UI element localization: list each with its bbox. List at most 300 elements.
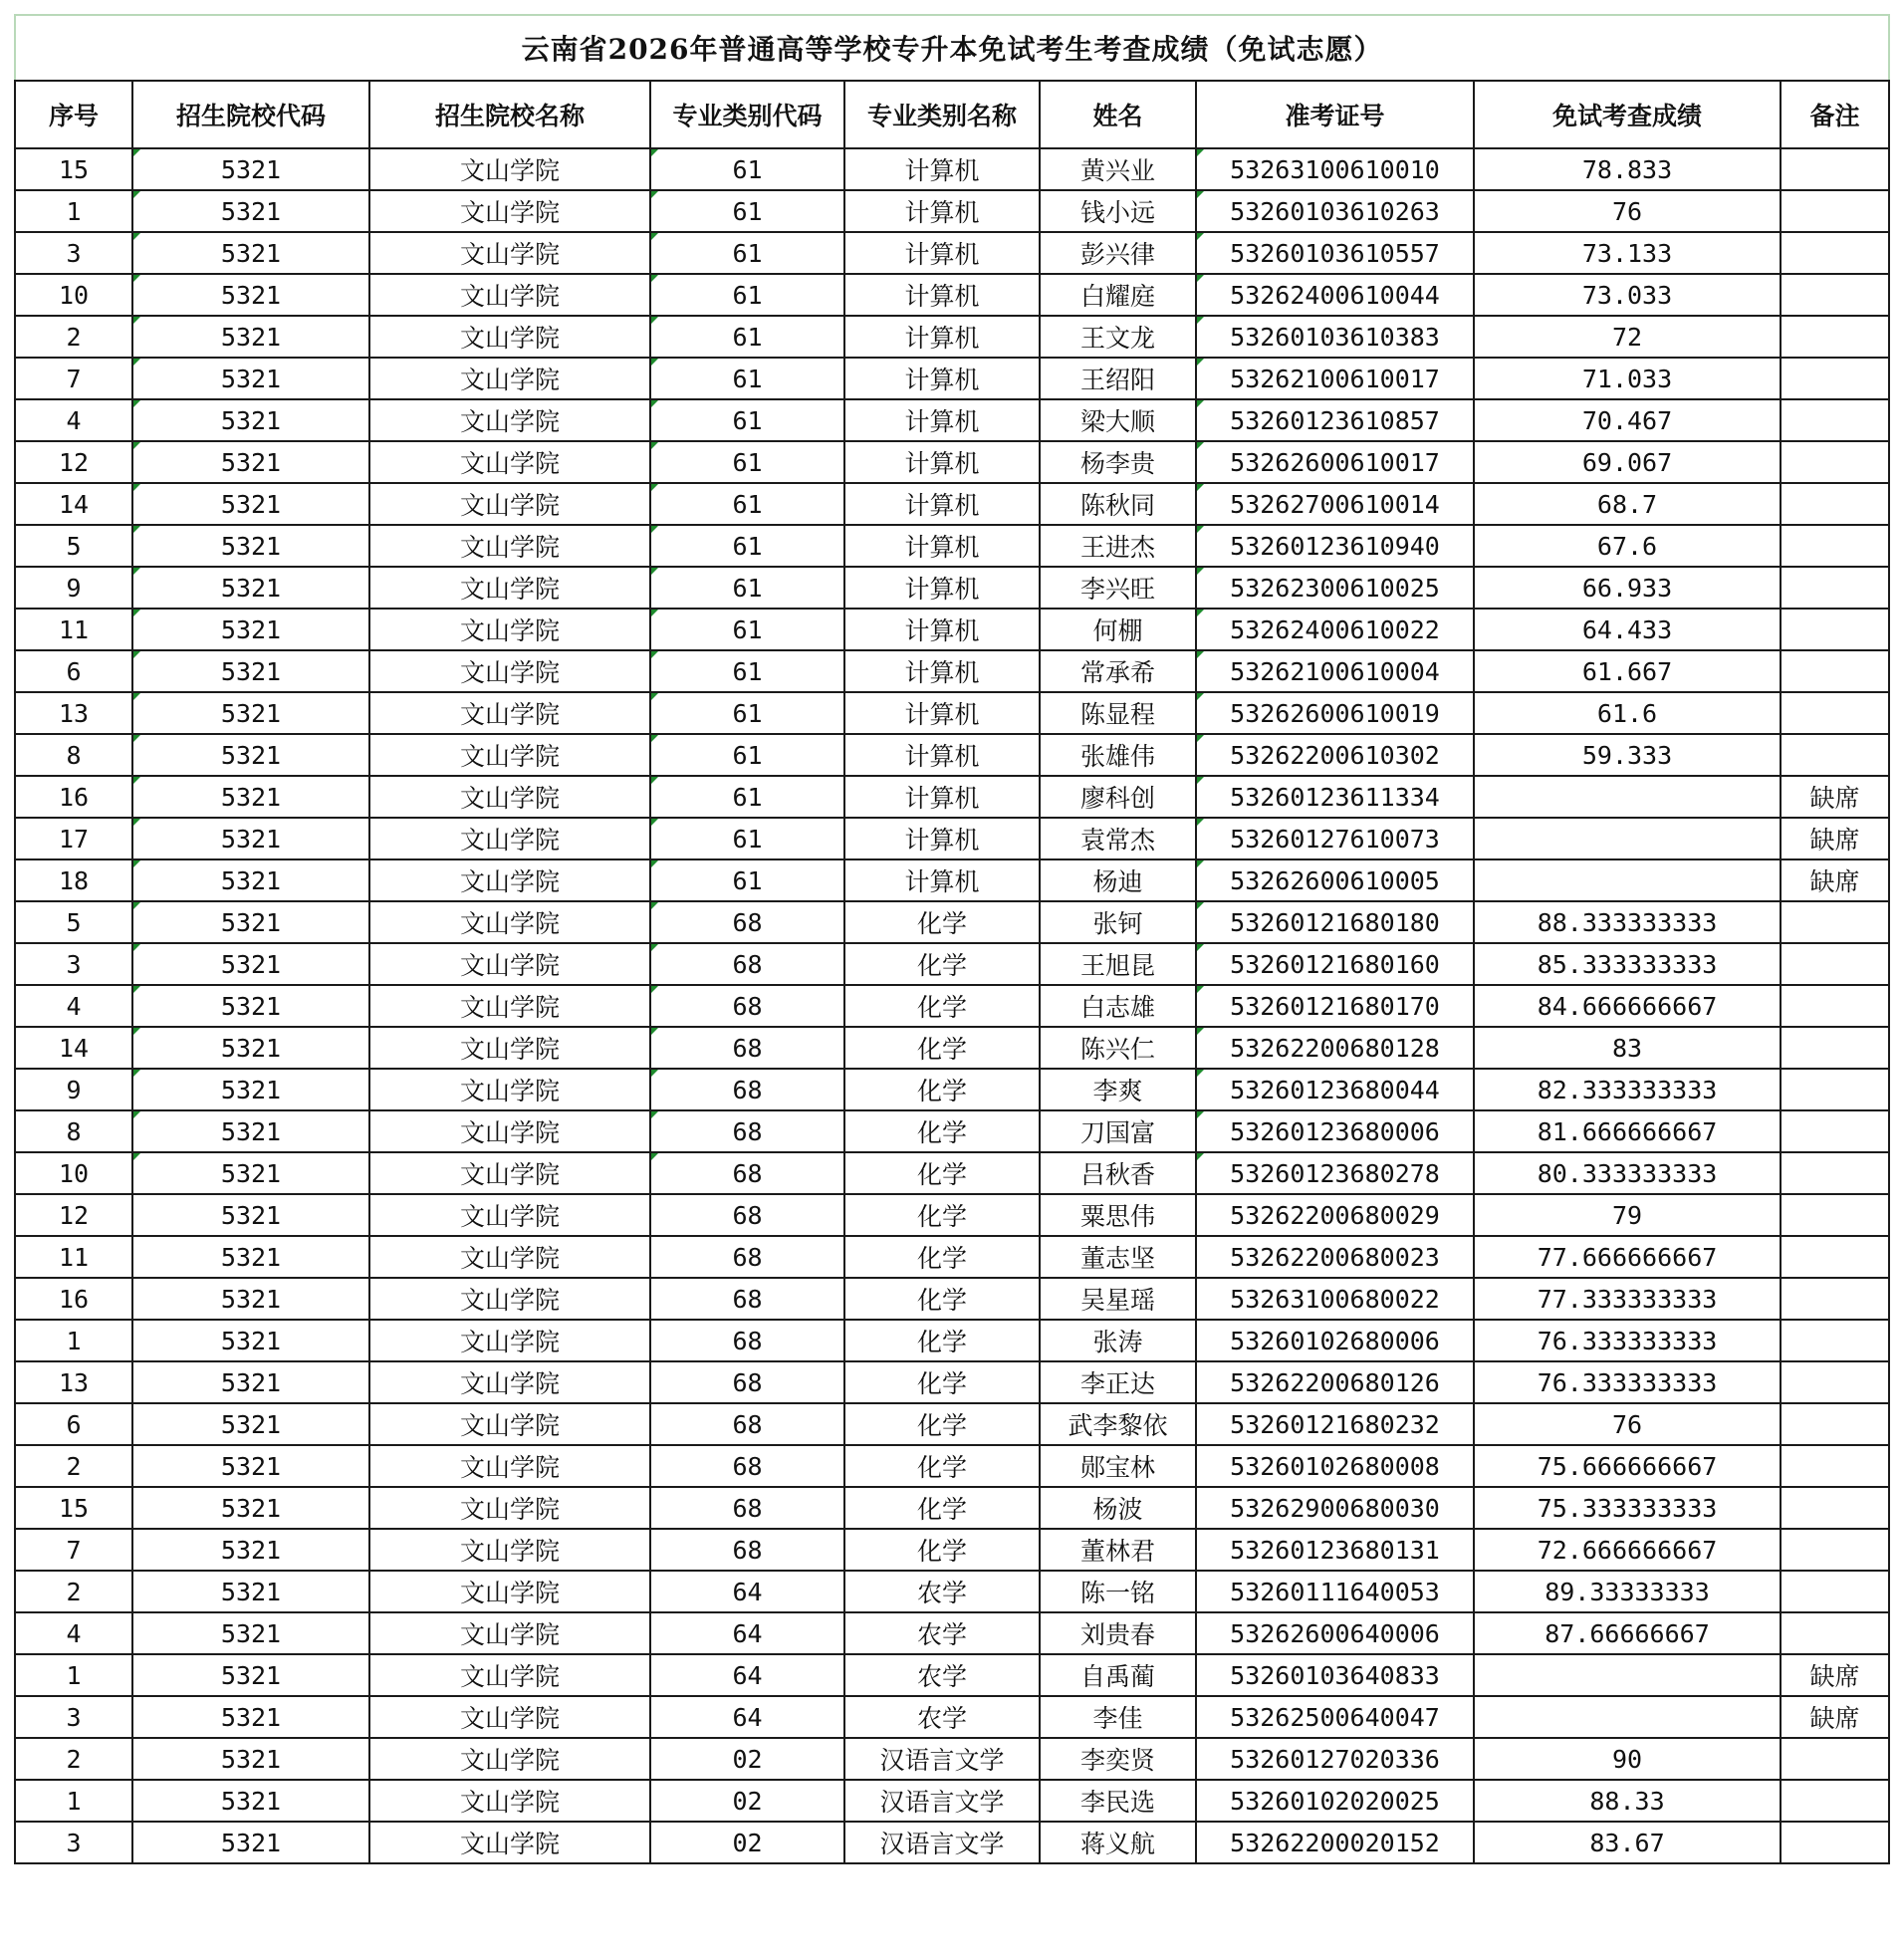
exam-id-cell[interactable]: 53262200680128 [1196,1027,1474,1069]
school-code-cell[interactable]: 5321 [132,1822,369,1863]
major-name-cell[interactable]: 化学 [844,1027,1040,1069]
school-name-cell[interactable]: 文山学院 [369,692,650,734]
serial-cell[interactable]: 17 [15,818,132,859]
score-cell[interactable]: 82.333333333 [1474,1069,1781,1110]
major-name-cell[interactable]: 计算机 [844,734,1040,776]
school-name-cell[interactable]: 文山学院 [369,567,650,609]
remark-cell[interactable] [1781,1780,1889,1822]
score-cell[interactable] [1474,1696,1781,1738]
score-cell[interactable]: 76 [1474,1403,1781,1445]
major-code-cell[interactable]: 64 [650,1571,844,1612]
school-name-cell[interactable]: 文山学院 [369,1487,650,1529]
school-code-cell[interactable]: 5321 [132,1152,369,1194]
major-name-cell[interactable]: 计算机 [844,232,1040,274]
score-cell[interactable]: 81.666666667 [1474,1110,1781,1152]
score-cell[interactable]: 84.666666667 [1474,985,1781,1027]
school-name-cell[interactable]: 文山学院 [369,859,650,901]
major-name-cell[interactable]: 农学 [844,1696,1040,1738]
student-name-cell[interactable]: 杨李贵 [1040,441,1196,483]
major-code-cell[interactable]: 68 [650,1529,844,1571]
serial-cell[interactable]: 9 [15,567,132,609]
exam-id-cell[interactable]: 53262700610014 [1196,483,1474,525]
major-code-cell[interactable]: 68 [650,901,844,943]
school-code-cell[interactable]: 5321 [132,943,369,985]
school-code-cell[interactable]: 5321 [132,567,369,609]
major-name-cell[interactable]: 农学 [844,1654,1040,1696]
school-name-cell[interactable]: 文山学院 [369,901,650,943]
serial-cell[interactable]: 10 [15,274,132,316]
remark-cell[interactable] [1781,1403,1889,1445]
score-cell[interactable]: 83.67 [1474,1822,1781,1863]
score-cell[interactable]: 88.33 [1474,1780,1781,1822]
student-name-cell[interactable]: 黄兴业 [1040,148,1196,190]
exam-id-cell[interactable]: 53260102680006 [1196,1320,1474,1361]
score-cell[interactable]: 72.666666667 [1474,1529,1781,1571]
school-code-cell[interactable]: 5321 [132,1278,369,1320]
major-name-cell[interactable]: 化学 [844,1487,1040,1529]
score-cell[interactable]: 89.33333333 [1474,1571,1781,1612]
exam-id-cell[interactable]: 53260121680160 [1196,943,1474,985]
header-student-name[interactable]: 姓名 [1040,81,1196,148]
serial-cell[interactable]: 1 [15,1654,132,1696]
major-code-cell[interactable]: 68 [650,985,844,1027]
serial-cell[interactable]: 4 [15,1612,132,1654]
remark-cell[interactable] [1781,567,1889,609]
exam-id-cell[interactable]: 53262200020152 [1196,1822,1474,1863]
school-code-cell[interactable]: 5321 [132,1487,369,1529]
exam-id-cell[interactable]: 53260102020025 [1196,1780,1474,1822]
remark-cell[interactable]: 缺席 [1781,1654,1889,1696]
score-cell[interactable]: 76 [1474,190,1781,232]
school-name-cell[interactable]: 文山学院 [369,1403,650,1445]
major-code-cell[interactable]: 61 [650,441,844,483]
serial-cell[interactable]: 2 [15,316,132,358]
student-name-cell[interactable]: 王进杰 [1040,525,1196,567]
school-code-cell[interactable]: 5321 [132,232,369,274]
serial-cell[interactable]: 18 [15,859,132,901]
serial-cell[interactable]: 3 [15,232,132,274]
serial-cell[interactable]: 13 [15,692,132,734]
remark-cell[interactable] [1781,1738,1889,1780]
remark-cell[interactable] [1781,358,1889,399]
student-name-cell[interactable]: 常承希 [1040,650,1196,692]
score-cell[interactable]: 61.667 [1474,650,1781,692]
major-name-cell[interactable]: 计算机 [844,399,1040,441]
serial-cell[interactable]: 3 [15,1822,132,1863]
remark-cell[interactable]: 缺席 [1781,1696,1889,1738]
remark-cell[interactable] [1781,148,1889,190]
school-name-cell[interactable]: 文山学院 [369,1654,650,1696]
school-code-cell[interactable]: 5321 [132,399,369,441]
remark-cell[interactable] [1781,1152,1889,1194]
student-name-cell[interactable]: 郧宝林 [1040,1445,1196,1487]
remark-cell[interactable] [1781,1027,1889,1069]
student-name-cell[interactable]: 李民选 [1040,1780,1196,1822]
serial-cell[interactable]: 14 [15,1027,132,1069]
score-cell[interactable] [1474,1654,1781,1696]
exam-id-cell[interactable]: 53260127020336 [1196,1738,1474,1780]
school-code-cell[interactable]: 5321 [132,734,369,776]
student-name-cell[interactable]: 董林君 [1040,1529,1196,1571]
school-code-cell[interactable]: 5321 [132,1738,369,1780]
remark-cell[interactable] [1781,901,1889,943]
student-name-cell[interactable]: 王文龙 [1040,316,1196,358]
major-code-cell[interactable]: 68 [650,1278,844,1320]
major-code-cell[interactable]: 61 [650,525,844,567]
major-code-cell[interactable]: 61 [650,734,844,776]
major-code-cell[interactable]: 68 [650,1445,844,1487]
school-code-cell[interactable]: 5321 [132,1194,369,1236]
school-name-cell[interactable]: 文山学院 [369,358,650,399]
student-name-cell[interactable]: 张雄伟 [1040,734,1196,776]
serial-cell[interactable]: 4 [15,399,132,441]
student-name-cell[interactable]: 梁大顺 [1040,399,1196,441]
major-name-cell[interactable]: 计算机 [844,274,1040,316]
exam-id-cell[interactable]: 53260121680232 [1196,1403,1474,1445]
school-code-cell[interactable]: 5321 [132,1069,369,1110]
school-name-cell[interactable]: 文山学院 [369,1529,650,1571]
school-name-cell[interactable]: 文山学院 [369,1278,650,1320]
school-code-cell[interactable]: 5321 [132,1529,369,1571]
exam-id-cell[interactable]: 53262300610025 [1196,567,1474,609]
student-name-cell[interactable]: 陈秋同 [1040,483,1196,525]
major-code-cell[interactable]: 68 [650,1110,844,1152]
remark-cell[interactable] [1781,190,1889,232]
serial-cell[interactable]: 15 [15,148,132,190]
exam-id-cell[interactable]: 53260123611334 [1196,776,1474,818]
score-cell[interactable]: 79 [1474,1194,1781,1236]
exam-id-cell[interactable]: 53260127610073 [1196,818,1474,859]
school-code-cell[interactable]: 5321 [132,901,369,943]
major-name-cell[interactable]: 计算机 [844,692,1040,734]
header-major-code[interactable]: 专业类别代码 [650,81,844,148]
school-name-cell[interactable]: 文山学院 [369,650,650,692]
student-name-cell[interactable]: 钱小远 [1040,190,1196,232]
student-name-cell[interactable]: 陈兴仁 [1040,1027,1196,1069]
major-code-cell[interactable]: 61 [650,776,844,818]
serial-cell[interactable]: 12 [15,1194,132,1236]
major-code-cell[interactable]: 02 [650,1738,844,1780]
major-name-cell[interactable]: 化学 [844,1152,1040,1194]
exam-id-cell[interactable]: 53260121680170 [1196,985,1474,1027]
school-code-cell[interactable]: 5321 [132,525,369,567]
header-remark[interactable]: 备注 [1781,81,1889,148]
exam-id-cell[interactable]: 53262400610022 [1196,609,1474,650]
school-code-cell[interactable]: 5321 [132,483,369,525]
school-code-cell[interactable]: 5321 [132,1361,369,1403]
major-name-cell[interactable]: 化学 [844,1110,1040,1152]
exam-id-cell[interactable]: 53260121680180 [1196,901,1474,943]
remark-cell[interactable] [1781,650,1889,692]
school-code-cell[interactable]: 5321 [132,1110,369,1152]
serial-cell[interactable]: 1 [15,190,132,232]
major-code-cell[interactable]: 61 [650,399,844,441]
score-cell[interactable]: 75.666666667 [1474,1445,1781,1487]
serial-cell[interactable]: 7 [15,1529,132,1571]
serial-cell[interactable]: 7 [15,358,132,399]
remark-cell[interactable] [1781,525,1889,567]
major-name-cell[interactable]: 化学 [844,985,1040,1027]
serial-cell[interactable]: 2 [15,1445,132,1487]
school-name-cell[interactable]: 文山学院 [369,609,650,650]
remark-cell[interactable] [1781,1445,1889,1487]
exam-id-cell[interactable]: 53262200680126 [1196,1361,1474,1403]
major-code-cell[interactable]: 61 [650,692,844,734]
major-name-cell[interactable]: 化学 [844,1194,1040,1236]
student-name-cell[interactable]: 吕秋香 [1040,1152,1196,1194]
school-name-cell[interactable]: 文山学院 [369,525,650,567]
serial-cell[interactable]: 6 [15,650,132,692]
serial-cell[interactable]: 1 [15,1780,132,1822]
remark-cell[interactable] [1781,316,1889,358]
school-name-cell[interactable]: 文山学院 [369,1069,650,1110]
school-name-cell[interactable]: 文山学院 [369,483,650,525]
school-name-cell[interactable]: 文山学院 [369,1236,650,1278]
score-cell[interactable]: 77.666666667 [1474,1236,1781,1278]
score-cell[interactable] [1474,776,1781,818]
exam-id-cell[interactable]: 53260123680006 [1196,1110,1474,1152]
major-code-cell[interactable]: 61 [650,859,844,901]
student-name-cell[interactable]: 陈显程 [1040,692,1196,734]
remark-cell[interactable] [1781,1487,1889,1529]
score-cell[interactable]: 83 [1474,1027,1781,1069]
exam-id-cell[interactable]: 53260123680278 [1196,1152,1474,1194]
score-cell[interactable]: 76.333333333 [1474,1361,1781,1403]
serial-cell[interactable]: 12 [15,441,132,483]
serial-cell[interactable]: 16 [15,1278,132,1320]
remark-cell[interactable] [1781,483,1889,525]
remark-cell[interactable]: 缺席 [1781,776,1889,818]
major-code-cell[interactable]: 61 [650,818,844,859]
major-code-cell[interactable]: 68 [650,1069,844,1110]
major-code-cell[interactable]: 68 [650,1487,844,1529]
serial-cell[interactable]: 15 [15,1487,132,1529]
exam-id-cell[interactable]: 53260103610263 [1196,190,1474,232]
school-code-cell[interactable]: 5321 [132,441,369,483]
exam-id-cell[interactable]: 53260103640833 [1196,1654,1474,1696]
major-name-cell[interactable]: 化学 [844,1361,1040,1403]
serial-cell[interactable]: 5 [15,901,132,943]
score-cell[interactable]: 71.033 [1474,358,1781,399]
school-name-cell[interactable]: 文山学院 [369,1612,650,1654]
school-name-cell[interactable]: 文山学院 [369,1696,650,1738]
exam-id-cell[interactable]: 53262600610017 [1196,441,1474,483]
major-code-cell[interactable]: 64 [650,1654,844,1696]
major-name-cell[interactable]: 汉语言文学 [844,1822,1040,1863]
school-code-cell[interactable]: 5321 [132,190,369,232]
score-cell[interactable]: 76.333333333 [1474,1320,1781,1361]
serial-cell[interactable]: 3 [15,1696,132,1738]
remark-cell[interactable] [1781,1529,1889,1571]
exam-id-cell[interactable]: 53260123680044 [1196,1069,1474,1110]
header-major-name[interactable]: 专业类别名称 [844,81,1040,148]
exam-id-cell[interactable]: 53260103610383 [1196,316,1474,358]
score-cell[interactable]: 80.333333333 [1474,1152,1781,1194]
remark-cell[interactable] [1781,692,1889,734]
serial-cell[interactable]: 4 [15,985,132,1027]
major-name-cell[interactable]: 汉语言文学 [844,1738,1040,1780]
student-name-cell[interactable]: 董志坚 [1040,1236,1196,1278]
major-name-cell[interactable]: 计算机 [844,567,1040,609]
exam-id-cell[interactable]: 53262200680023 [1196,1236,1474,1278]
exam-id-cell[interactable]: 53262600610019 [1196,692,1474,734]
exam-id-cell[interactable]: 53260123680131 [1196,1529,1474,1571]
exam-id-cell[interactable]: 53262600640006 [1196,1612,1474,1654]
student-name-cell[interactable]: 粟思伟 [1040,1194,1196,1236]
school-code-cell[interactable]: 5321 [132,1445,369,1487]
score-cell[interactable]: 68.7 [1474,483,1781,525]
major-name-cell[interactable]: 计算机 [844,859,1040,901]
header-score[interactable]: 免试考查成绩 [1474,81,1781,148]
school-name-cell[interactable]: 文山学院 [369,190,650,232]
score-cell[interactable]: 69.067 [1474,441,1781,483]
remark-cell[interactable] [1781,1278,1889,1320]
remark-cell[interactable] [1781,985,1889,1027]
exam-id-cell[interactable]: 53262900680030 [1196,1487,1474,1529]
school-name-cell[interactable]: 文山学院 [369,441,650,483]
exam-id-cell[interactable]: 53262600610005 [1196,859,1474,901]
score-cell[interactable]: 88.333333333 [1474,901,1781,943]
major-name-cell[interactable]: 计算机 [844,483,1040,525]
exam-id-cell[interactable]: 53260103610557 [1196,232,1474,274]
remark-cell[interactable] [1781,1571,1889,1612]
serial-cell[interactable]: 13 [15,1361,132,1403]
major-name-cell[interactable]: 化学 [844,1445,1040,1487]
student-name-cell[interactable]: 武李黎依 [1040,1403,1196,1445]
score-cell[interactable] [1474,818,1781,859]
major-name-cell[interactable]: 计算机 [844,650,1040,692]
serial-cell[interactable]: 10 [15,1152,132,1194]
major-name-cell[interactable]: 计算机 [844,148,1040,190]
student-name-cell[interactable]: 刘贵春 [1040,1612,1196,1654]
score-cell[interactable]: 73.033 [1474,274,1781,316]
school-name-cell[interactable]: 文山学院 [369,232,650,274]
school-name-cell[interactable]: 文山学院 [369,818,650,859]
school-name-cell[interactable]: 文山学院 [369,1822,650,1863]
remark-cell[interactable] [1781,734,1889,776]
school-name-cell[interactable]: 文山学院 [369,1152,650,1194]
remark-cell[interactable] [1781,1822,1889,1863]
major-name-cell[interactable]: 化学 [844,1236,1040,1278]
score-cell[interactable]: 67.6 [1474,525,1781,567]
score-cell[interactable]: 87.66666667 [1474,1612,1781,1654]
remark-cell[interactable] [1781,609,1889,650]
exam-id-cell[interactable]: 53262500640047 [1196,1696,1474,1738]
school-code-cell[interactable]: 5321 [132,818,369,859]
header-school-name[interactable]: 招生院校名称 [369,81,650,148]
exam-id-cell[interactable]: 53260123610857 [1196,399,1474,441]
student-name-cell[interactable]: 彭兴律 [1040,232,1196,274]
school-name-cell[interactable]: 文山学院 [369,1027,650,1069]
major-name-cell[interactable]: 化学 [844,1320,1040,1361]
school-name-cell[interactable]: 文山学院 [369,776,650,818]
remark-cell[interactable] [1781,1612,1889,1654]
score-cell[interactable]: 64.433 [1474,609,1781,650]
school-code-cell[interactable]: 5321 [132,859,369,901]
score-cell[interactable]: 72 [1474,316,1781,358]
exam-id-cell[interactable]: 53260123610940 [1196,525,1474,567]
school-code-cell[interactable]: 5321 [132,1696,369,1738]
major-name-cell[interactable]: 化学 [844,1529,1040,1571]
school-code-cell[interactable]: 5321 [132,1780,369,1822]
exam-id-cell[interactable]: 53262100610017 [1196,358,1474,399]
major-code-cell[interactable]: 61 [650,232,844,274]
remark-cell[interactable] [1781,399,1889,441]
student-name-cell[interactable]: 杨迪 [1040,859,1196,901]
school-name-cell[interactable]: 文山学院 [369,1194,650,1236]
major-code-cell[interactable]: 64 [650,1696,844,1738]
student-name-cell[interactable]: 陈一铭 [1040,1571,1196,1612]
school-name-cell[interactable]: 文山学院 [369,274,650,316]
major-code-cell[interactable]: 68 [650,943,844,985]
school-name-cell[interactable]: 文山学院 [369,1320,650,1361]
school-code-cell[interactable]: 5321 [132,650,369,692]
major-name-cell[interactable]: 计算机 [844,316,1040,358]
student-name-cell[interactable]: 自禹蔺 [1040,1654,1196,1696]
student-name-cell[interactable]: 李正达 [1040,1361,1196,1403]
major-name-cell[interactable]: 计算机 [844,609,1040,650]
school-name-cell[interactable]: 文山学院 [369,734,650,776]
major-name-cell[interactable]: 化学 [844,1069,1040,1110]
major-name-cell[interactable]: 化学 [844,1403,1040,1445]
exam-id-cell[interactable]: 53263100680022 [1196,1278,1474,1320]
score-cell[interactable]: 90 [1474,1738,1781,1780]
remark-cell[interactable] [1781,1194,1889,1236]
header-serial[interactable]: 序号 [15,81,132,148]
score-cell[interactable]: 73.133 [1474,232,1781,274]
header-school-code[interactable]: 招生院校代码 [132,81,369,148]
serial-cell[interactable]: 2 [15,1571,132,1612]
student-name-cell[interactable]: 李奕贤 [1040,1738,1196,1780]
student-name-cell[interactable]: 王绍阳 [1040,358,1196,399]
student-name-cell[interactable]: 李佳 [1040,1696,1196,1738]
student-name-cell[interactable]: 吴星瑶 [1040,1278,1196,1320]
major-code-cell[interactable]: 02 [650,1822,844,1863]
major-code-cell[interactable]: 61 [650,148,844,190]
remark-cell[interactable] [1781,232,1889,274]
school-code-cell[interactable]: 5321 [132,316,369,358]
major-code-cell[interactable]: 61 [650,567,844,609]
serial-cell[interactable]: 11 [15,1236,132,1278]
school-code-cell[interactable]: 5321 [132,776,369,818]
school-code-cell[interactable]: 5321 [132,609,369,650]
student-name-cell[interactable]: 白耀庭 [1040,274,1196,316]
major-code-cell[interactable]: 68 [650,1027,844,1069]
student-name-cell[interactable]: 袁常杰 [1040,818,1196,859]
score-cell[interactable]: 70.467 [1474,399,1781,441]
major-name-cell[interactable]: 计算机 [844,358,1040,399]
school-name-cell[interactable]: 文山学院 [369,1110,650,1152]
remark-cell[interactable] [1781,1361,1889,1403]
school-code-cell[interactable]: 5321 [132,148,369,190]
serial-cell[interactable]: 16 [15,776,132,818]
exam-id-cell[interactable]: 53262100610004 [1196,650,1474,692]
school-code-cell[interactable]: 5321 [132,692,369,734]
remark-cell[interactable] [1781,943,1889,985]
major-name-cell[interactable]: 农学 [844,1612,1040,1654]
score-cell[interactable]: 66.933 [1474,567,1781,609]
sheet-title[interactable]: 云南省2026年普通高等学校专升本免试考生考查成绩（免试志愿） [15,15,1889,81]
remark-cell[interactable] [1781,1110,1889,1152]
school-name-cell[interactable]: 文山学院 [369,1780,650,1822]
school-code-cell[interactable]: 5321 [132,1236,369,1278]
school-code-cell[interactable]: 5321 [132,1612,369,1654]
serial-cell[interactable]: 8 [15,734,132,776]
school-code-cell[interactable]: 5321 [132,1403,369,1445]
major-name-cell[interactable]: 汉语言文学 [844,1780,1040,1822]
school-name-cell[interactable]: 文山学院 [369,1738,650,1780]
major-code-cell[interactable]: 61 [650,483,844,525]
